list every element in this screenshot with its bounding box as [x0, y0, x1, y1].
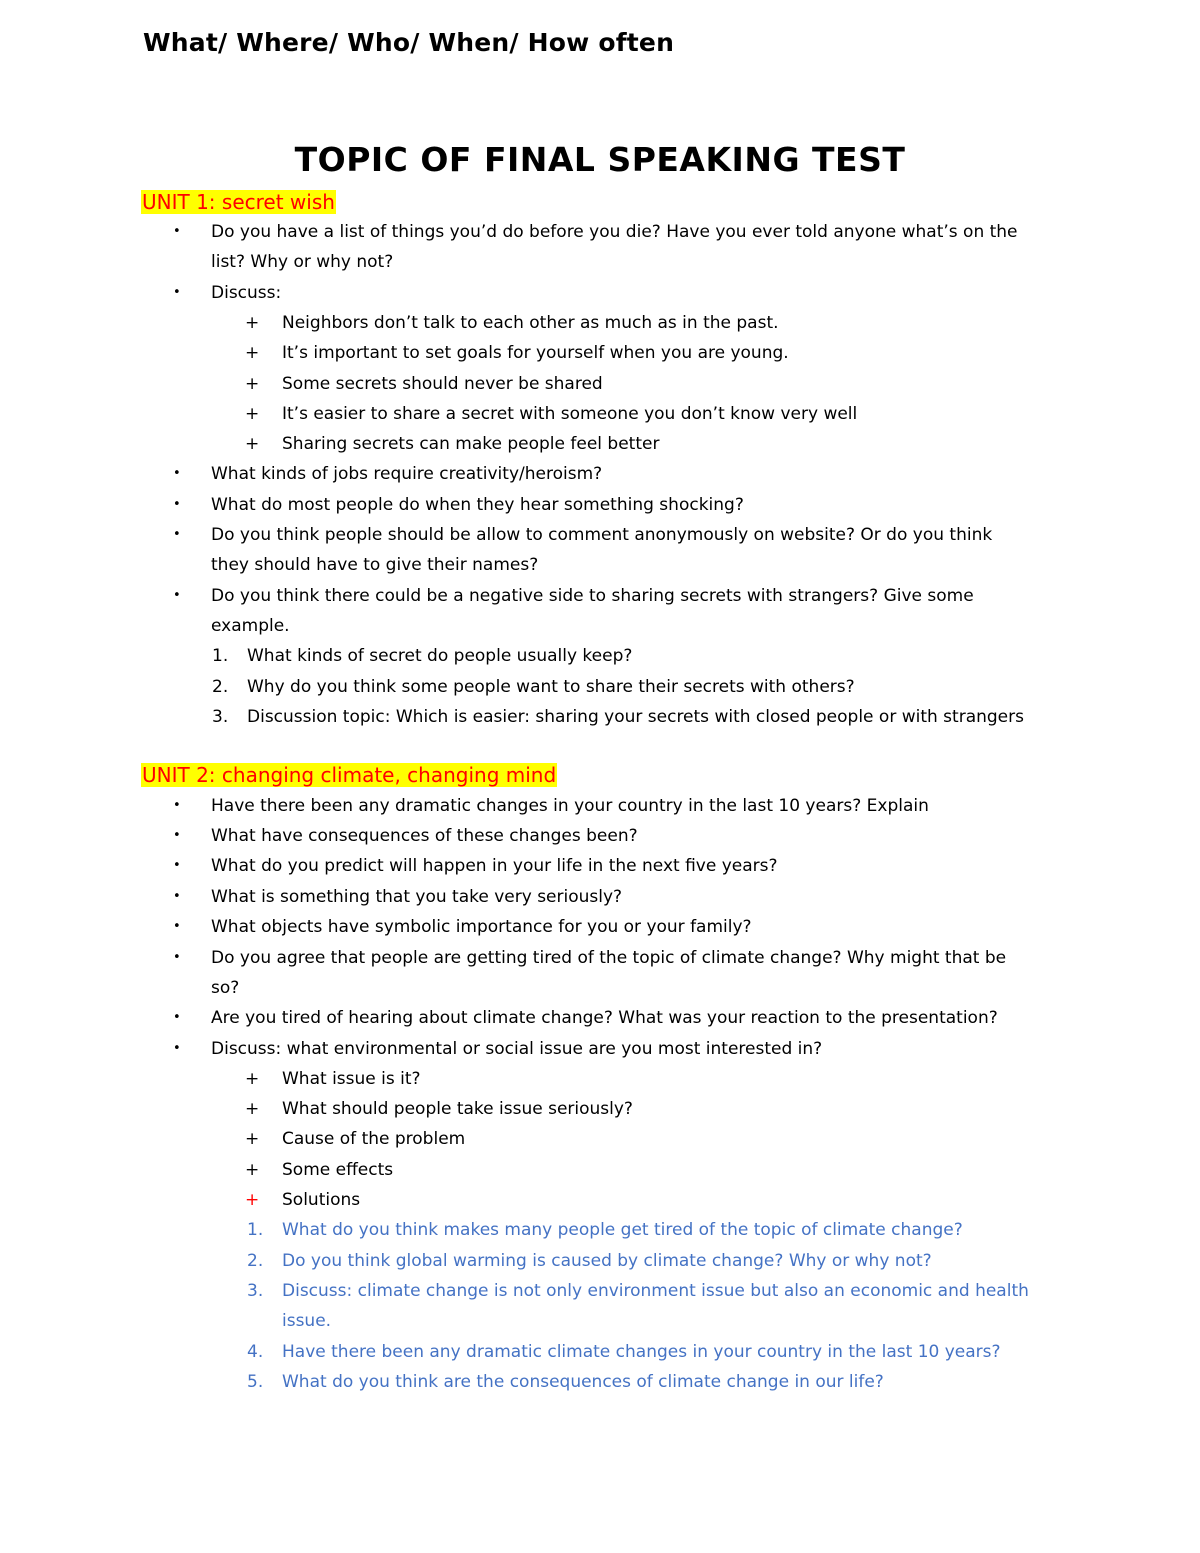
- plus-icon: +: [245, 374, 260, 394]
- bullet-icon: •: [173, 950, 181, 965]
- unit1-q4-line2: they should have to give their names?: [211, 555, 539, 575]
- unit2-discuss-item: What should people take issue seriously?: [282, 1099, 633, 1119]
- plus-icon: +: [245, 1099, 260, 1119]
- unit2-heading: [141, 762, 557, 788]
- unit1-heading: [141, 189, 336, 215]
- unit2-discuss-item: What issue is it?: [282, 1069, 421, 1089]
- plus-icon: +: [245, 1069, 260, 1089]
- numbered-item-text: What do you think makes many people get tired of the topic of climate change?: [282, 1220, 963, 1240]
- bullet-icon: •: [173, 828, 181, 843]
- unit1-q1-line1: Do you have a list of things you’d do before you die? Have you ever told anyone what’s on the: [211, 222, 1018, 242]
- unit2-discuss-item: Solutions: [282, 1190, 361, 1210]
- numbered-item-text: Why do you think some people want to share their secrets with others?: [247, 677, 855, 697]
- unit1-q4-line1: Do you think people should be allow to comment anonymously on website? Or do you think: [211, 525, 993, 545]
- item-number: 3.: [212, 707, 229, 727]
- unit2-q1: Have there been any dramatic changes in your country in the last 10 years? Explain: [211, 796, 929, 816]
- bullet-icon: •: [173, 224, 181, 239]
- unit2-q4: What is something that you take very seriously?: [211, 887, 623, 907]
- unit1-discuss-item: Sharing secrets can make people feel better: [282, 434, 660, 454]
- header-question-words: What/ Where/ Who/ When/ How often: [143, 28, 675, 57]
- bullet-icon: •: [173, 285, 181, 300]
- bullet-icon: •: [173, 588, 181, 603]
- unit1-q5-line1: Do you think there could be a negative side to sharing secrets with strangers? Give some: [211, 586, 974, 606]
- plus-icon: +: [245, 1190, 260, 1210]
- bullet-icon: •: [173, 497, 181, 512]
- item-number: 4.: [247, 1342, 264, 1362]
- unit2-q8: Discuss: what environmental or social issue are you most interested in?: [211, 1039, 823, 1059]
- item-number: 3.: [247, 1281, 264, 1301]
- bullet-icon: •: [173, 1041, 181, 1056]
- unit2-discuss-item: Some effects: [282, 1160, 394, 1180]
- plus-icon: +: [245, 343, 260, 363]
- unit1-discuss-item: Neighbors don’t talk to each other as much as in the past.: [282, 313, 779, 333]
- numbered-item-text: What kinds of secret do people usually keep?: [247, 646, 633, 666]
- unit2-q5: What objects have symbolic importance for you or your family?: [211, 917, 752, 937]
- bullet-icon: •: [173, 798, 181, 813]
- numbered-item-text: Discuss: climate change is not only environment issue but also an economic and health: [282, 1281, 1029, 1301]
- unit1-q5-line2: example.: [211, 616, 290, 636]
- item-number: 2.: [247, 1251, 264, 1271]
- numbered-item-text: Do you think global warming is caused by climate change? Why or why not?: [282, 1251, 932, 1271]
- bullet-icon: •: [173, 858, 181, 873]
- item-number: 2.: [212, 677, 229, 697]
- plus-icon: +: [245, 404, 260, 424]
- numbered-item-text: Have there been any dramatic climate changes in your country in the last 10 years?: [282, 1342, 1001, 1362]
- item-number: 1.: [247, 1220, 264, 1240]
- unit2-q2: What have consequences of these changes been?: [211, 826, 638, 846]
- unit1-q3: What do most people do when they hear something shocking?: [211, 495, 744, 515]
- unit1-q1-line2: list? Why or why not?: [211, 252, 394, 272]
- plus-icon: +: [245, 313, 260, 333]
- unit2-q6-line2: so?: [211, 978, 240, 998]
- unit2-heading-text: UNIT 2: changing climate, changing mind: [142, 763, 557, 787]
- unit2-q3: What do you predict will happen in your life in the next five years?: [211, 856, 778, 876]
- bullet-icon: •: [173, 527, 181, 542]
- numbered-item-text: issue.: [282, 1311, 332, 1331]
- bullet-icon: •: [173, 889, 181, 904]
- unit1-heading-text: UNIT 1: secret wish: [142, 190, 335, 214]
- unit1-discuss-item: It’s important to set goals for yourself when you are young.: [282, 343, 789, 363]
- unit2-discuss-item: Cause of the problem: [282, 1129, 466, 1149]
- plus-icon: +: [245, 434, 260, 454]
- item-number: 1.: [212, 646, 229, 666]
- unit1-discuss-item: It’s easier to share a secret with someone you don’t know very well: [282, 404, 858, 424]
- item-number: 5.: [247, 1372, 264, 1392]
- unit1-discuss: Discuss:: [211, 283, 282, 303]
- plus-icon: +: [245, 1160, 260, 1180]
- bullet-icon: •: [173, 466, 181, 481]
- numbered-item-text: Discussion topic: Which is easier: sharing your secrets with closed people or with strangers: [247, 707, 1024, 727]
- unit2-q6-line1: Do you agree that people are getting tired of the topic of climate change? Why might that be: [211, 948, 1007, 968]
- plus-icon: +: [245, 1129, 260, 1149]
- bullet-icon: •: [173, 1010, 181, 1025]
- document-title: TOPIC OF FINAL SPEAKING TEST: [294, 140, 906, 179]
- numbered-item-text: What do you think are the consequences of climate change in our life?: [282, 1372, 884, 1392]
- unit1-discuss-item: Some secrets should never be shared: [282, 374, 603, 394]
- bullet-icon: •: [173, 919, 181, 934]
- unit1-q2: What kinds of jobs require creativity/heroism?: [211, 464, 603, 484]
- unit2-q7: Are you tired of hearing about climate change? What was your reaction to the presentation?: [211, 1008, 998, 1028]
